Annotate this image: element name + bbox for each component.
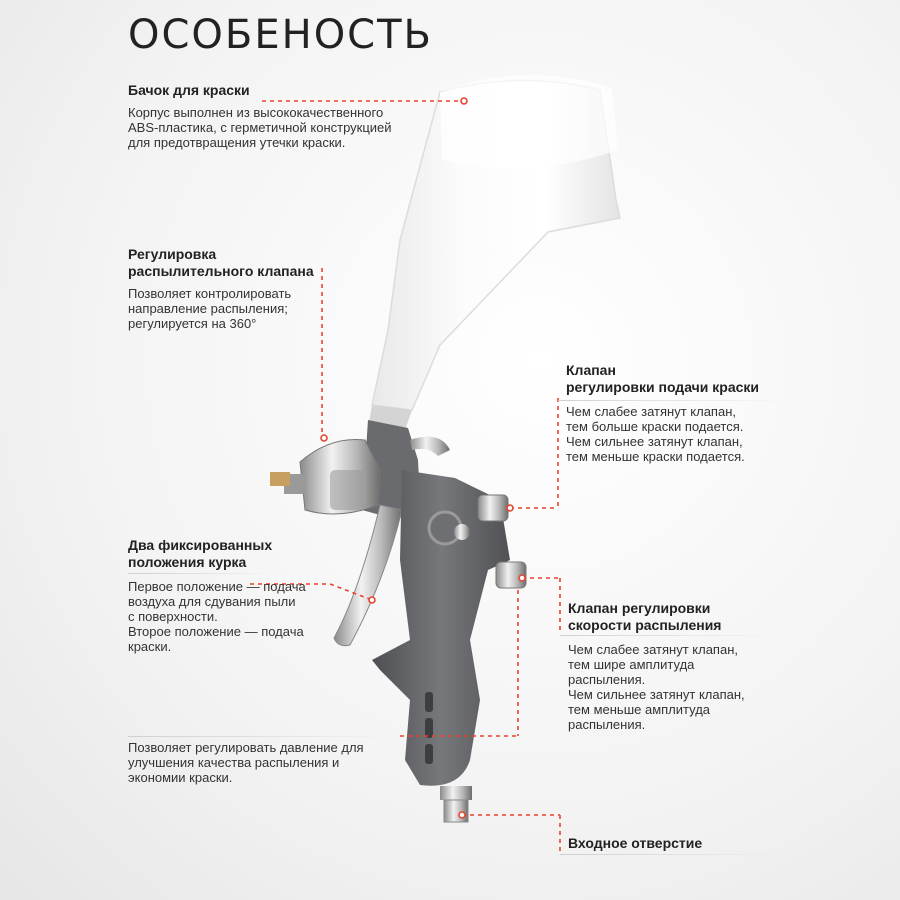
feature-paint-valve bbox=[566, 362, 759, 464]
feature-cup-line: для предотвращения утечки краски. bbox=[128, 135, 346, 150]
description-line: воздуха для сдувания пыли bbox=[128, 594, 296, 609]
description-line: Позволяет регулировать давление для bbox=[128, 740, 364, 755]
feature-speed-valve-heading bbox=[568, 600, 745, 634]
heading-line: скорости распыления bbox=[568, 617, 722, 633]
feature-inlet-heading: Входное отверстие bbox=[568, 835, 703, 851]
feature-cup bbox=[128, 82, 392, 150]
description-line: тем шире амплитуда bbox=[568, 657, 695, 672]
description-line: с поверхности. bbox=[128, 609, 218, 624]
divider bbox=[128, 573, 278, 574]
description-line: Первое положение — подача bbox=[128, 579, 306, 594]
heading-line: положения курка bbox=[128, 554, 247, 570]
divider bbox=[558, 400, 788, 401]
description-line: Второе положение — подача bbox=[128, 624, 304, 639]
feature-spray-valve bbox=[128, 246, 314, 331]
description-line: улучшения качества распыления и bbox=[128, 755, 340, 770]
feature-cup-line: Корпус выполнен из высококачественного bbox=[128, 105, 384, 120]
feature-spray-valve-description bbox=[128, 286, 314, 331]
feature-cup-description bbox=[128, 105, 392, 150]
feature-paint-valve-description bbox=[566, 404, 759, 464]
description-line: распыления. bbox=[568, 717, 646, 732]
description-line: тем меньше краски подается. bbox=[566, 449, 745, 464]
feature-cup-line: ABS-пластика, с герметичной конструкцией bbox=[128, 120, 392, 135]
heading-line: регулировки подачи краски bbox=[566, 379, 759, 395]
divider bbox=[560, 635, 780, 636]
trigger bbox=[334, 505, 402, 646]
divider bbox=[128, 736, 398, 737]
feature-pressure-description bbox=[128, 740, 364, 785]
feature-trigger-description bbox=[128, 579, 306, 654]
heading-line: Клапан bbox=[566, 362, 616, 378]
description-line: краски. bbox=[128, 639, 172, 654]
heading-line: Клапан регулировки bbox=[568, 600, 711, 616]
description-line: Чем слабее затянут клапан, bbox=[566, 404, 736, 419]
description-line: Чем слабее затянут клапан, bbox=[568, 642, 738, 657]
feature-trigger bbox=[128, 537, 306, 654]
feature-paint-valve-heading bbox=[566, 362, 759, 396]
feature-trigger-heading bbox=[128, 537, 306, 571]
feature-cup-heading: Бачок для краски bbox=[128, 82, 250, 98]
feature-spray-valve-heading bbox=[128, 246, 314, 280]
air-inlet bbox=[440, 786, 472, 822]
description-line: Чем сильнее затянут клапан, bbox=[566, 434, 743, 449]
description-line: регулируется на 360° bbox=[128, 316, 257, 331]
heading-line: распылительного клапана bbox=[128, 263, 314, 279]
feature-inlet bbox=[568, 835, 702, 852]
description-line: распыления. bbox=[568, 672, 646, 687]
description-line: Чем сильнее затянут клапан, bbox=[568, 687, 745, 702]
divider bbox=[560, 854, 780, 855]
heading-line: Два фиксированных bbox=[128, 537, 273, 553]
feature-pressure bbox=[128, 740, 364, 785]
description-line: тем больше краски подается. bbox=[566, 419, 744, 434]
page-title: ОСОБЕНОСТЬ bbox=[128, 12, 433, 58]
heading-line: Регулировка bbox=[128, 246, 217, 262]
description-line: тем меньше амплитуда bbox=[568, 702, 711, 717]
description-line: Позволяет контролировать bbox=[128, 286, 292, 301]
description-line: экономии краски. bbox=[128, 770, 233, 785]
feature-speed-valve-description bbox=[568, 642, 745, 732]
description-line: направление распыления; bbox=[128, 301, 288, 316]
feature-speed-valve bbox=[568, 600, 745, 732]
